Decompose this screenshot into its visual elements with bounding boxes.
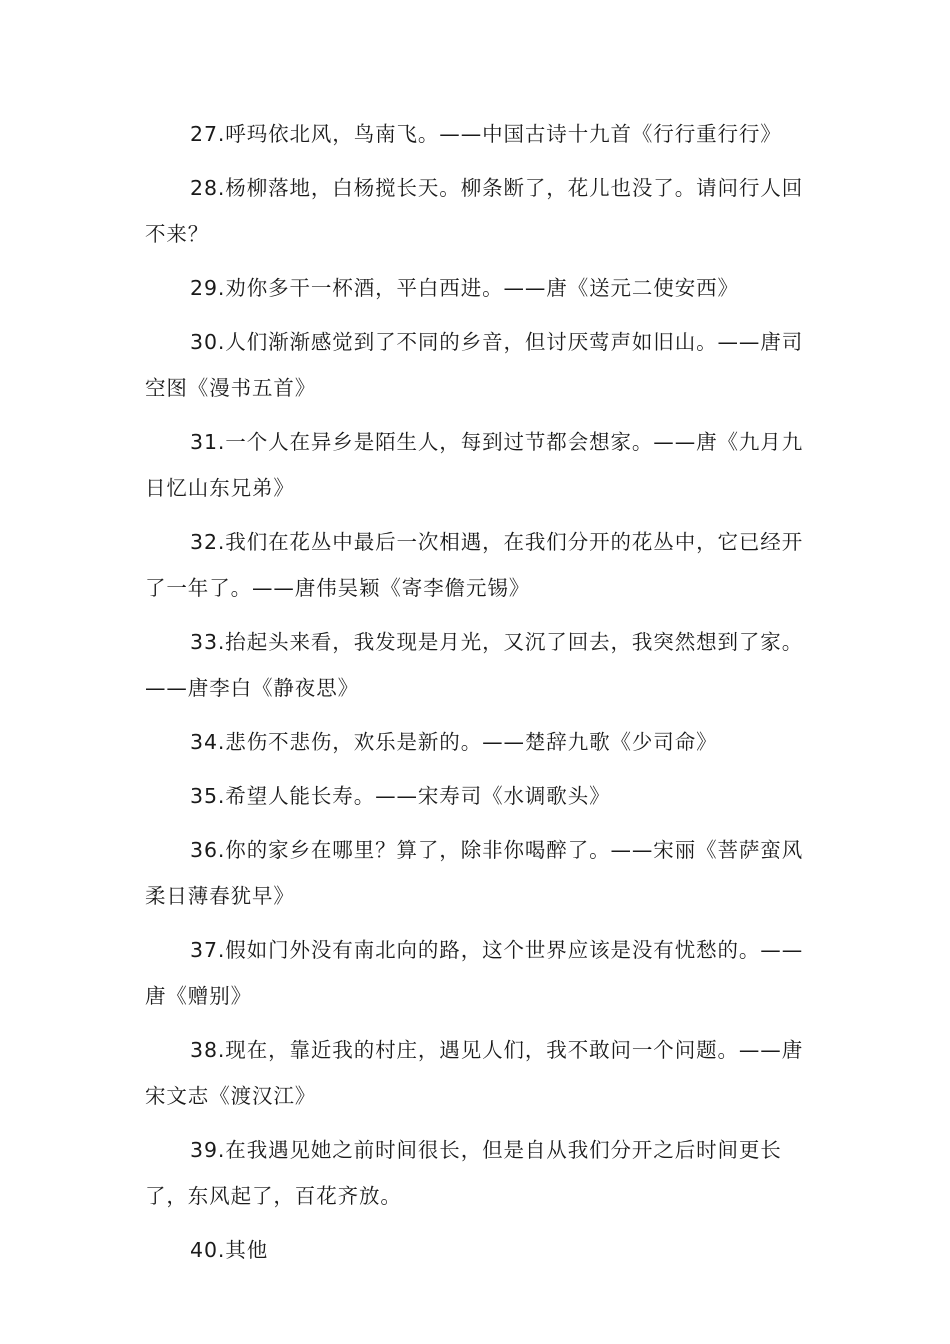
paragraph-38: 38.现在，靠近我的村庄，遇见人们，我不敢问一个问题。——唐宋文志《渡汉江》 (145, 1038, 804, 1108)
paragraph-36: 36.你的家乡在哪里？算了，除非你喝醉了。——宋丽《菩萨蛮风柔日薄春犹早》 (145, 838, 804, 908)
paragraph-30: 30.人们渐渐感觉到了不同的乡音，但讨厌莺声如旧山。——唐司空图《漫书五首》 (145, 330, 804, 400)
paragraph-40: 40.其他 (190, 1238, 269, 1262)
paragraph-28: 28.杨柳落地，白杨搅长天。柳条断了，花儿也没了。请问行人回不来？ (145, 176, 804, 246)
document-body (145, 111, 821, 1281)
paragraph-29: 29.劝你多干一杯酒，平白西进。——唐《送元二使安西》 (190, 276, 739, 300)
paragraph-39: 39.在我遇见她之前时间很长，但是自从我们分开之后时间更长了，东风起了，百花齐放。 (145, 1138, 782, 1208)
paragraph-37: 37.假如门外没有南北向的路，这个世界应该是没有忧愁的。——唐《赠别》 (145, 938, 804, 1008)
paragraph-35: 35.希望人能长寿。——宋寿司《水调歌头》 (190, 784, 611, 808)
paragraph-27: 27.呼玛依北风，鸟南飞。——中国古诗十九首《行行重行行》 (190, 122, 782, 146)
paragraph-33: 33.抬起头来看，我发现是月光，又沉了回去，我突然想到了家。——唐李白《静夜思》 (145, 630, 804, 700)
paragraph-31: 31.一个人在异乡是陌生人，每到过节都会想家。——唐《九月九日忆山东兄弟》 (145, 430, 804, 500)
paragraph-34: 34.悲伤不悲伤，欢乐是新的。——楚辞九歌《少司命》 (190, 730, 718, 754)
paragraph-32: 32.我们在花丛中最后一次相遇，在我们分开的花丛中，它已经开了一年了。——唐伟吴颖《寄李儋元锡》 (145, 530, 804, 600)
